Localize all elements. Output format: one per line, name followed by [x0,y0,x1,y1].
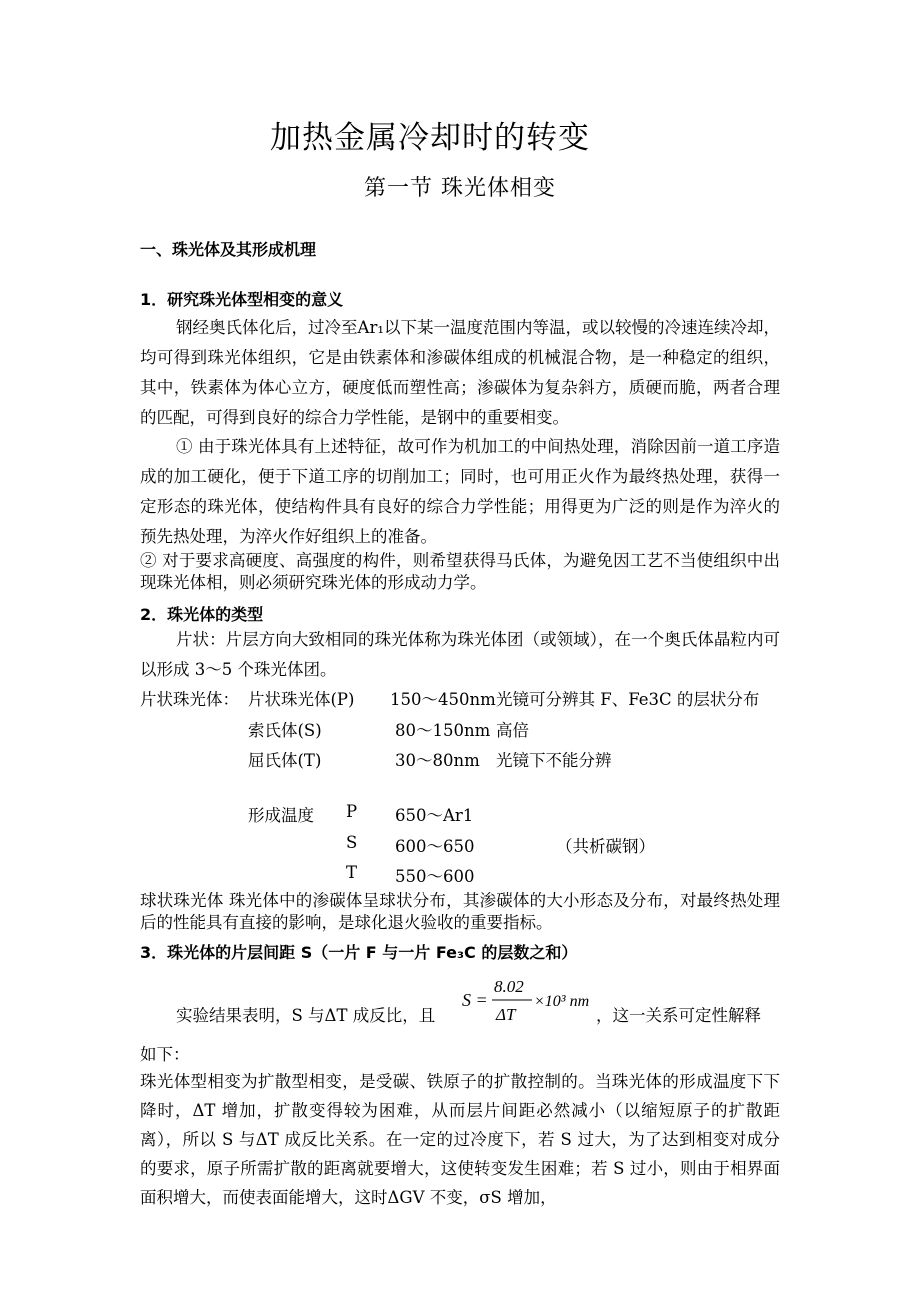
temp-range-s: 600～650 [395,837,475,856]
temp-range-p: 650～Ar1 [395,806,474,825]
formula-rhs: ×10³ nm [534,993,590,1010]
type-range-s: 80～150nm [395,721,491,740]
temp-range-t: 550～600 [395,867,475,886]
formula-lhs: S = [462,990,488,1010]
heading-section-1: 一、珠光体及其形成机理 [140,240,317,259]
type-note-t: 光镜下不能分辨 [496,751,612,770]
type-note-s: 高倍 [496,721,529,740]
temp-sym-t: T [346,863,358,882]
paragraph-mechanism: 珠光体型相变为扩散型相变，是受碳、铁原子的扩散控制的。当珠光体的形成温度下下降时，ΔT 增加，扩散变得较为困难，从而层片间距必然减小（以缩短原子的扩散距离），所以 S 与ΔT 成反比关系。在一定的过冷度下，若 S 过大，为了达到相变对成分的要求，原子所需扩散的距离就要增大，这使转变发生困难；若 S 过小，则由于相界面面积增大，而使表面能增大，这时ΔGV 不变，σS 增加， [140,1072,780,1207]
type-range-t: 30～80nm [395,751,480,770]
paragraph-lamellar: 片状：片层方向大致相同的珠光体称为珠光体团（或领域），在一个奥氏体晶粒内可以形成 3～5 个珠光体团。 [140,630,780,679]
heading-spacing: 3．珠光体的片层间距 S（一片 F 与一片 Fe₃C 的层数之和） [140,943,578,962]
formula-graphic [462,972,602,1028]
paragraph-point-1: ① 由于珠光体具有上述特征，故可作为机加工的中间热处理，消除因前一道工序造成的加工硬化，便于下道工序的切削加工；同时，也可用正火作为最终热处理，获得一定形态的珠光体，使结构件具有良好的综合力学性能；用得更为广泛的则是作为淬火的预先热处理，为淬火作好组织上的准备。 [140,437,780,546]
type-note-p: 光镜可分辨其 F、Fe3C 的层状分布 [496,690,760,709]
type-name-s: 索氏体(S) [248,721,322,740]
type-range-p: 150～450nm [390,690,496,709]
paragraph-result-end: ，这一关系可定性解释 [596,1006,761,1025]
paragraph-spheroidal: 球状珠光体 珠光体中的渗碳体呈球状分布，其渗碳体的大小形态及分布，对最终热处理后的性能具有直接的影响，是球化退火验收的重要指标。 [140,891,780,932]
paragraph-intro: 钢经奥氏体化后，过冷至Ar₁以下某一温度范围内等温，或以较慢的冷速连续冷却，均可得到珠光体组织，它是由铁素体和渗碳体组成的机械混合物，是一种稳定的组织，其中，铁素体为体心立方，硬度低而塑性高；渗碳体为复杂斜方，质硬而脆，两者合理的匹配，可得到良好的综合力学性能，是钢中的重要相变。 [140,318,780,427]
paragraph-point-2: ② 对于要求高硬度、高强度的构件，则希望获得马氏体，为避免因工艺不当使组织中出现珠光体相，则必须研究珠光体的形成动力学。 [140,551,780,592]
pearlite-types-label: 片状珠光体： [140,690,239,709]
heading-significance: 1．研究珠光体型相变的意义 [140,290,344,309]
formula-numerator: 8.02 [494,977,524,996]
section-title: 第一节 珠光体相变 [364,176,556,201]
temp-sym-s: S [346,833,358,852]
formation-temp-label: 形成温度 [248,806,314,825]
heading-types: 2．珠光体的类型 [140,605,264,624]
type-name-p: 片状珠光体(P) [248,690,355,709]
spacing-formula [462,972,602,1033]
paragraph-result-cont: 如下： [140,1045,190,1064]
document-title: 加热金属冷却时的转变 [270,120,590,156]
temp-note: （共析碳钢） [556,837,655,856]
temp-sym-p: P [346,802,358,821]
formula-denominator: ΔT [496,1005,516,1024]
type-name-t: 屈氏体(T) [248,751,322,770]
paragraph-result-start: 实验结果表明，S 与ΔT 成反比，且 [176,1006,436,1025]
